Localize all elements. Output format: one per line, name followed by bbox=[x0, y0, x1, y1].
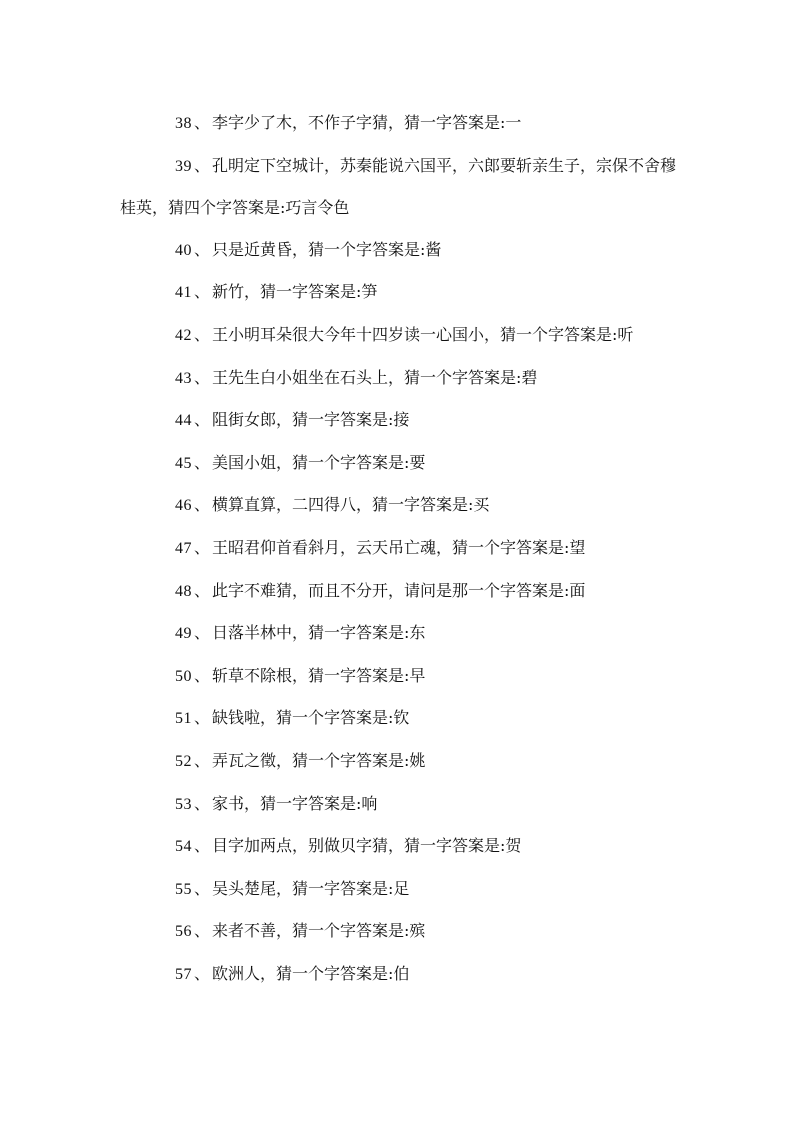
riddle-text: 缺钱啦，猜一个字答案是:钦 bbox=[212, 708, 410, 728]
riddle-entry bbox=[120, 783, 680, 826]
riddle-entry bbox=[120, 484, 680, 527]
riddle-text: 此字不难猜，而且不分开，请问是那一个字答案是:面 bbox=[212, 580, 586, 600]
riddle-entry bbox=[120, 740, 680, 783]
riddle-text: 王昭君仰首看斜月，云天吊亡魂，猜一个字答案是:望 bbox=[212, 537, 586, 557]
riddle-entry bbox=[120, 868, 680, 911]
riddle-entry bbox=[120, 357, 680, 400]
riddle-entry bbox=[120, 229, 680, 272]
riddle-separator: 、 bbox=[194, 367, 211, 387]
riddle-number: 50 bbox=[175, 667, 192, 685]
riddle-text: 孔明定下空城计，苏秦能说六国平，六郎要斩亲生子，宗保不舍穆桂英，猜四个字答案是:巧言令色 bbox=[120, 155, 677, 218]
riddle-separator: 、 bbox=[194, 113, 211, 132]
riddle-text: 家书，猜一字答案是:响 bbox=[212, 793, 378, 813]
riddle-number: 49 bbox=[175, 625, 192, 643]
riddle-number: 41 bbox=[175, 284, 192, 302]
riddle-text: 来者不善，猜一个字答案是:殡 bbox=[212, 921, 426, 941]
riddle-number: 52 bbox=[175, 752, 192, 770]
riddle-text: 横算直算，二四得八，猜一字答案是:买 bbox=[212, 495, 490, 515]
riddle-number: 56 bbox=[175, 923, 192, 941]
riddle-entry bbox=[120, 399, 680, 442]
riddle-entry bbox=[120, 953, 680, 996]
riddle-separator: 、 bbox=[194, 665, 211, 685]
riddle-separator: 、 bbox=[194, 580, 211, 600]
riddle-text: 斩草不除根，猜一字答案是:早 bbox=[212, 665, 426, 685]
riddle-text: 王小明耳朵很大今年十四岁读一心国小，猜一个字答案是:听 bbox=[212, 324, 634, 344]
riddle-text: 日落半林中，猜一字答案是:东 bbox=[212, 623, 426, 643]
riddle-text: 李字少了木，不作子字猜，猜一字答案是:一 bbox=[212, 113, 522, 132]
riddle-entry bbox=[120, 655, 680, 698]
riddle-separator: 、 bbox=[194, 623, 211, 643]
riddle-number: 55 bbox=[175, 880, 192, 898]
riddle-text: 王先生白小姐坐在石头上，猜一个字答案是:碧 bbox=[212, 367, 538, 387]
riddle-text: 新竹，猜一字答案是:笋 bbox=[212, 282, 378, 302]
riddle-separator: 、 bbox=[194, 793, 211, 813]
riddle-entry bbox=[120, 612, 680, 655]
riddle-number: 46 bbox=[175, 497, 192, 515]
riddle-entry bbox=[120, 527, 680, 570]
riddle-entry bbox=[120, 697, 680, 740]
riddle-separator: 、 bbox=[194, 239, 211, 259]
riddle-text: 只是近黄昏，猜一个字答案是:酱 bbox=[212, 239, 442, 259]
riddle-number: 51 bbox=[175, 710, 192, 728]
riddle-entry bbox=[120, 314, 680, 357]
riddle-entry bbox=[120, 145, 680, 229]
riddle-entry bbox=[120, 570, 680, 613]
riddle-entry bbox=[120, 910, 680, 953]
riddle-separator: 、 bbox=[194, 878, 211, 898]
riddle-separator: 、 bbox=[194, 452, 211, 472]
riddle-number: 44 bbox=[175, 412, 192, 430]
riddle-number: 45 bbox=[175, 454, 192, 472]
riddle-list bbox=[120, 102, 680, 995]
riddle-number: 40 bbox=[175, 241, 192, 259]
riddle-separator: 、 bbox=[194, 708, 211, 728]
riddle-entry bbox=[120, 825, 680, 868]
riddle-entry bbox=[120, 442, 680, 485]
riddle-separator: 、 bbox=[194, 495, 211, 515]
riddle-entry bbox=[120, 102, 680, 145]
riddle-text: 阻街女郎，猜一字答案是:接 bbox=[212, 410, 410, 430]
riddle-number: 54 bbox=[175, 838, 192, 856]
riddle-text: 目字加两点，别做贝字猜，猜一字答案是:贺 bbox=[212, 836, 522, 856]
riddle-number: 39 bbox=[175, 157, 192, 175]
riddle-number: 43 bbox=[175, 369, 192, 387]
riddle-separator: 、 bbox=[194, 836, 211, 856]
riddle-number: 48 bbox=[175, 582, 192, 600]
riddle-separator: 、 bbox=[194, 282, 211, 302]
riddle-separator: 、 bbox=[194, 324, 211, 344]
riddle-number: 38 bbox=[175, 115, 192, 132]
riddle-separator: 、 bbox=[194, 963, 211, 983]
riddle-entry bbox=[120, 271, 680, 314]
riddle-number: 42 bbox=[175, 326, 192, 344]
riddle-number: 47 bbox=[175, 539, 192, 557]
riddle-separator: 、 bbox=[194, 921, 211, 941]
riddle-text: 吴头楚尾，猜一字答案是:足 bbox=[212, 878, 410, 898]
riddle-separator: 、 bbox=[194, 537, 211, 557]
riddle-text: 美国小姐，猜一个字答案是:要 bbox=[212, 452, 426, 472]
riddle-number: 57 bbox=[175, 965, 192, 983]
riddle-text: 欧洲人，猜一个字答案是:伯 bbox=[212, 963, 410, 983]
riddle-separator: 、 bbox=[194, 410, 211, 430]
riddle-number: 53 bbox=[175, 795, 192, 813]
riddle-separator: 、 bbox=[194, 155, 211, 175]
riddle-separator: 、 bbox=[194, 750, 211, 770]
riddle-text: 弄瓦之徵，猜一个字答案是:姚 bbox=[212, 750, 426, 770]
